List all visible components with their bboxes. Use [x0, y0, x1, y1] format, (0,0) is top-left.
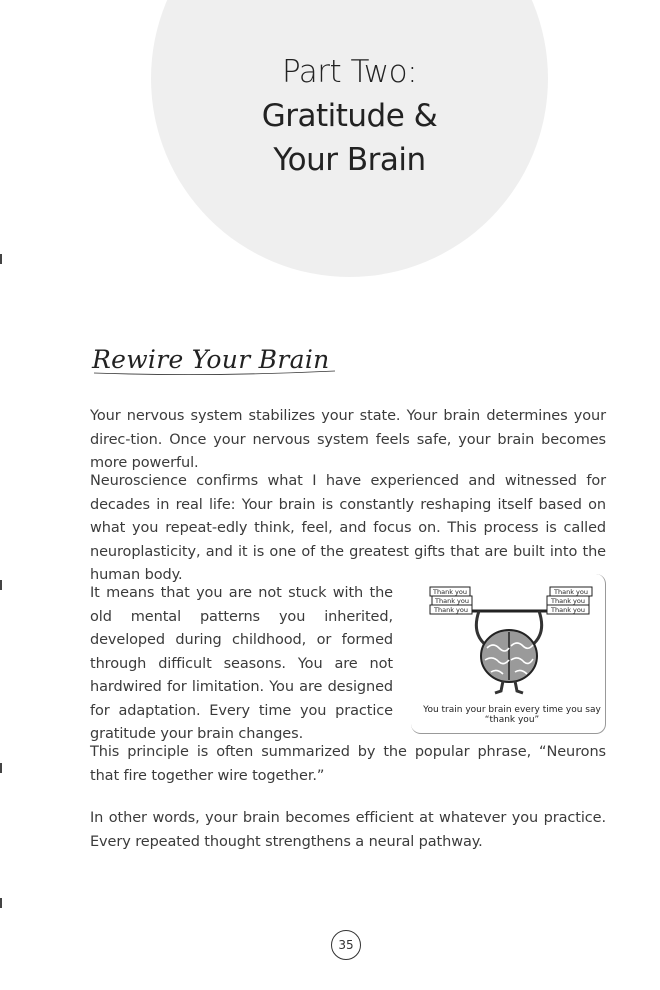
title-line-part: Part Two: — [281, 54, 418, 90]
weight-label: Thank you — [434, 606, 468, 614]
edge-mark — [0, 763, 2, 773]
page-title — [151, 50, 548, 182]
figure-caption: You train your brain every time you say “thank you” — [423, 705, 601, 725]
page-number: 35 — [331, 930, 361, 960]
paragraph-5: In other words, your brain becomes efficient at whatever you practice. Every repeated thought strengthens a neural pathway. — [90, 810, 606, 850]
edge-mark — [0, 898, 2, 908]
paragraph-1: Your nervous system stabilizes your state. Your brain determines your direc-tion. Once your nervous system feels safe, your brain becomes more powerful. — [90, 408, 606, 471]
edge-mark — [0, 580, 2, 590]
paragraph-3: It means that you are not stuck with the old mental patterns you inherited, developed during childhood, or formed through difficult seasons. You are not hardwired for limitation. You are designed for adaptation. Every time you practice gratitude your brain changes. — [90, 585, 393, 742]
paragraph-4: This principle is often summarized by the popular phrase, “Neurons that fire together wire together.” — [90, 744, 606, 784]
weight-label: Thank you — [554, 588, 588, 596]
weight-label: Thank you — [433, 588, 467, 596]
weight-label: Thank you — [551, 597, 585, 605]
title-line-gratitude: Gratitude & — [261, 98, 438, 134]
section-heading-text: Rewire Your Brain — [92, 345, 330, 374]
weight-label: Thank you — [435, 597, 469, 605]
section-heading — [90, 335, 390, 385]
weight-label: Thank you — [551, 606, 585, 614]
edge-mark — [0, 254, 2, 264]
brain-weights-illustration — [411, 574, 606, 734]
title-line-brain: Your Brain — [273, 142, 426, 178]
paragraph-2: Neuroscience confirms what I have experienced and witnessed for decades in real life: Your brain is constantly reshaping itself based on what you repeat-edly think, feel, and focus on. This process is called neuroplasticity, and it is one of the greatest gifts that are built into the human body. — [90, 473, 606, 583]
